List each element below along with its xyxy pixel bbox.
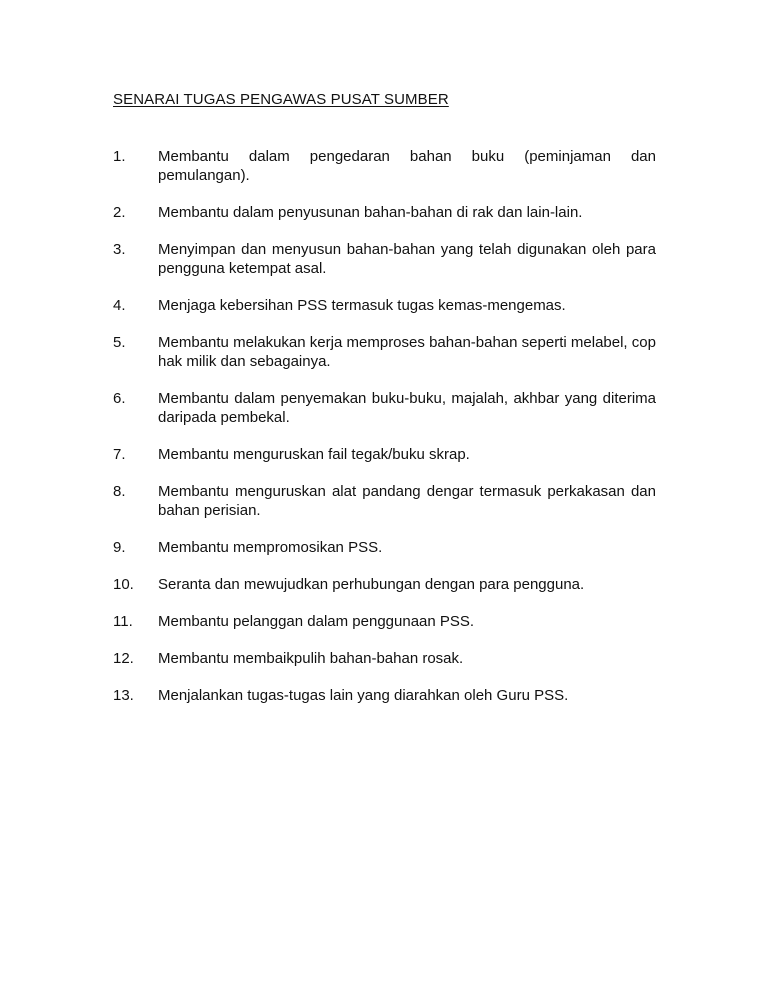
task-number: 10.: [113, 576, 134, 593]
task-number: 2.: [113, 204, 126, 221]
task-item-12: [113, 649, 656, 668]
task-text: Membantu membaikpulih bahan-bahan rosak.: [158, 650, 464, 667]
task-item-10: [113, 575, 656, 594]
task-number: 11.: [113, 613, 133, 630]
task-number: 5.: [113, 334, 126, 351]
task-text: Menjalankan tugas-tugas lain yang diarahkan oleh Guru PSS.: [158, 687, 569, 704]
page-title: SENARAI TUGAS PENGAWAS PUSAT SUMBER: [113, 91, 449, 108]
task-item-4: [113, 296, 656, 315]
task-text: Membantu pelanggan dalam penggunaan PSS.: [158, 613, 475, 630]
task-number: 12.: [113, 650, 134, 667]
task-item-11: [113, 612, 656, 631]
task-item-3: [113, 240, 656, 278]
task-number: 4.: [113, 297, 126, 314]
task-text: Membantu menguruskan fail tegak/buku skrap.: [158, 446, 470, 463]
task-item-7: [113, 445, 656, 464]
task-list: [113, 147, 656, 723]
task-item-2: [113, 203, 656, 222]
task-number: 8.: [113, 483, 126, 500]
task-item-8: [113, 482, 656, 520]
task-text: Menjaga kebersihan PSS termasuk tugas kemas-mengemas.: [158, 297, 566, 314]
task-text: Menyimpan dan menyusun bahan-bahan yang telah digunakan oleh para pengguna ketempat asal.: [158, 241, 656, 277]
task-number: 7.: [113, 446, 126, 463]
task-number: 6.: [113, 390, 126, 407]
task-text: Seranta dan mewujudkan perhubungan dengan para pengguna.: [158, 576, 585, 593]
task-item-13: [113, 686, 656, 705]
task-text: Membantu menguruskan alat pandang dengar termasuk perkakasan dan bahan perisian.: [158, 483, 656, 519]
task-text: Membantu dalam penyusunan bahan-bahan di rak dan lain-lain.: [158, 204, 583, 221]
task-number: 1.: [113, 148, 126, 165]
task-item-9: [113, 538, 656, 557]
task-text: Membantu dalam pengedaran bahan buku (peminjaman dan pemulangan).: [158, 148, 656, 184]
task-text: Membantu dalam penyemakan buku-buku, majalah, akhbar yang diterima daripada pembekal.: [158, 390, 656, 426]
task-number: 9.: [113, 539, 126, 556]
task-text: Membantu mempromosikan PSS.: [158, 539, 383, 556]
task-number: 3.: [113, 241, 126, 258]
task-text: Membantu melakukan kerja memproses bahan-bahan seperti melabel, cop hak milik dan sebagainya.: [158, 334, 656, 370]
task-item-5: [113, 333, 656, 371]
task-item-1: [113, 147, 656, 185]
task-item-6: [113, 389, 656, 427]
task-number: 13.: [113, 687, 134, 704]
